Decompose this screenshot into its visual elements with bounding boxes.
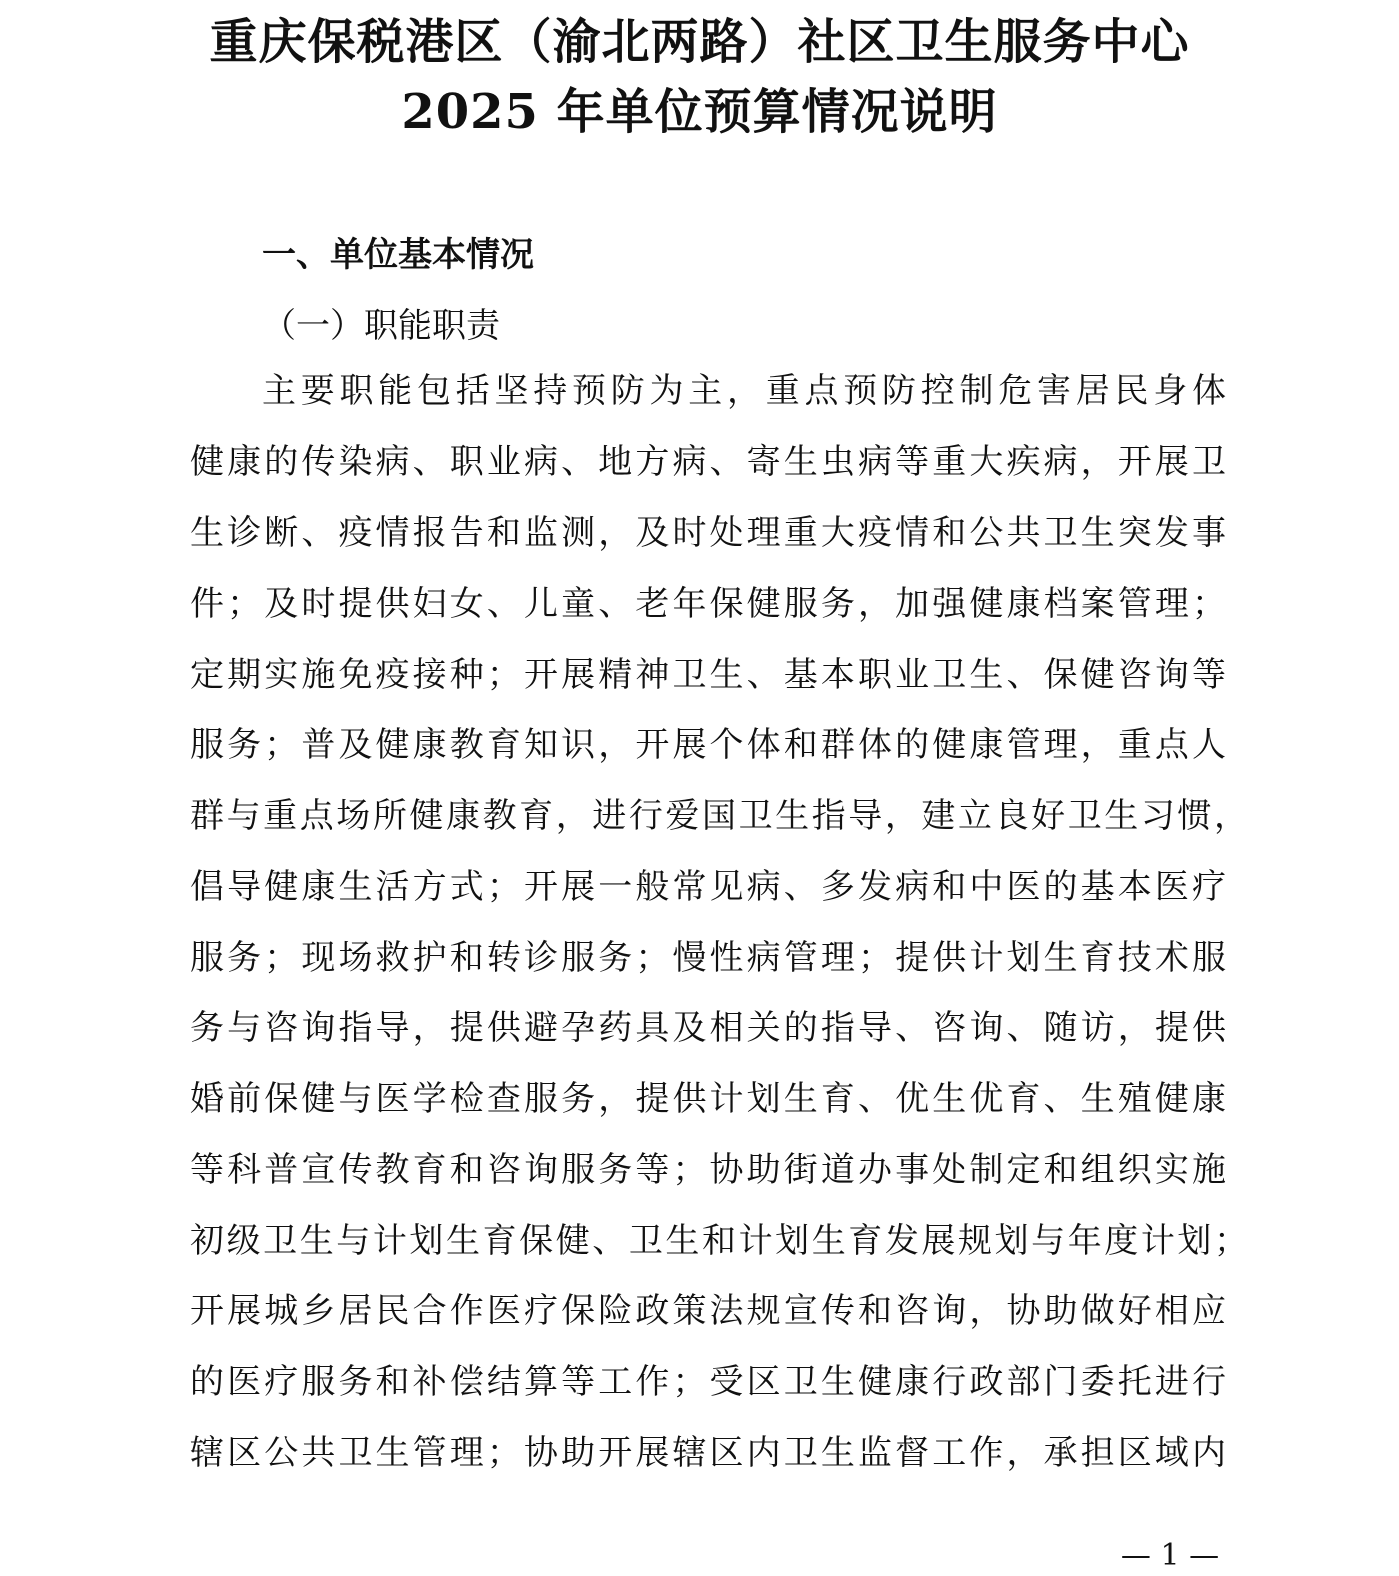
body-line: 的医疗服务和补偿结算等工作；受区卫生健康行政部门委托进行: [190, 1362, 1226, 1402]
body-line: 初级卫生与计划生育保健、卫生和计划生育发展规划与年度计划；: [190, 1221, 1248, 1261]
body-line: 健康的传染病、职业病、地方病、寄生虫病等重大疾病，开展卫: [190, 442, 1226, 482]
body-line: 服务；普及健康教育知识，开展个体和群体的健康管理，重点人: [190, 725, 1226, 765]
body-line: 群与重点场所健康教育，进行爱国卫生指导，建立良好卫生习惯，: [190, 796, 1248, 836]
body-line: 定期实施免疫接种；开展精神卫生、基本职业卫生、保健咨询等: [190, 655, 1226, 695]
body-line: 婚前保健与医学检查服务，提供计划生育、优生优育、生殖健康: [190, 1079, 1226, 1119]
body-line: 件；及时提供妇女、儿童、老年保健服务，加强健康档案管理；: [190, 584, 1226, 624]
body-line: 服务；现场救护和转诊服务；慢性病管理；提供计划生育技术服: [190, 938, 1226, 978]
body-line: 主要职能包括坚持预防为主，重点预防控制危害居民身体: [262, 371, 1226, 411]
page-number: — 1 —: [1120, 1538, 1220, 1573]
body-line: 倡导健康生活方式；开展一般常见病、多发病和中医的基本医疗: [190, 867, 1226, 907]
body-line: 辖区公共卫生管理；协助开展辖区内卫生监督工作，承担区域内: [190, 1433, 1226, 1473]
body-line: 等科普宣传教育和咨询服务等；协助街道办事处制定和组织实施: [190, 1150, 1226, 1190]
section-heading: 一、单位基本情况: [262, 235, 534, 275]
document-title-line-2: 2025 年单位预算情况说明: [401, 84, 998, 140]
subsection-heading: （一）职能职责: [262, 306, 500, 346]
body-line: 生诊断、疫情报告和监测，及时处理重大疫情和公共卫生突发事: [190, 513, 1226, 553]
document-title-line-1: 重庆保税港区（渝北两路）社区卫生服务中心: [209, 14, 1190, 70]
body-line: 务与咨询指导，提供避孕药具及相关的指导、咨询、随访，提供: [190, 1008, 1226, 1048]
body-line: 开展城乡居民合作医疗保险政策法规宣传和咨询，协助做好相应: [190, 1291, 1226, 1331]
